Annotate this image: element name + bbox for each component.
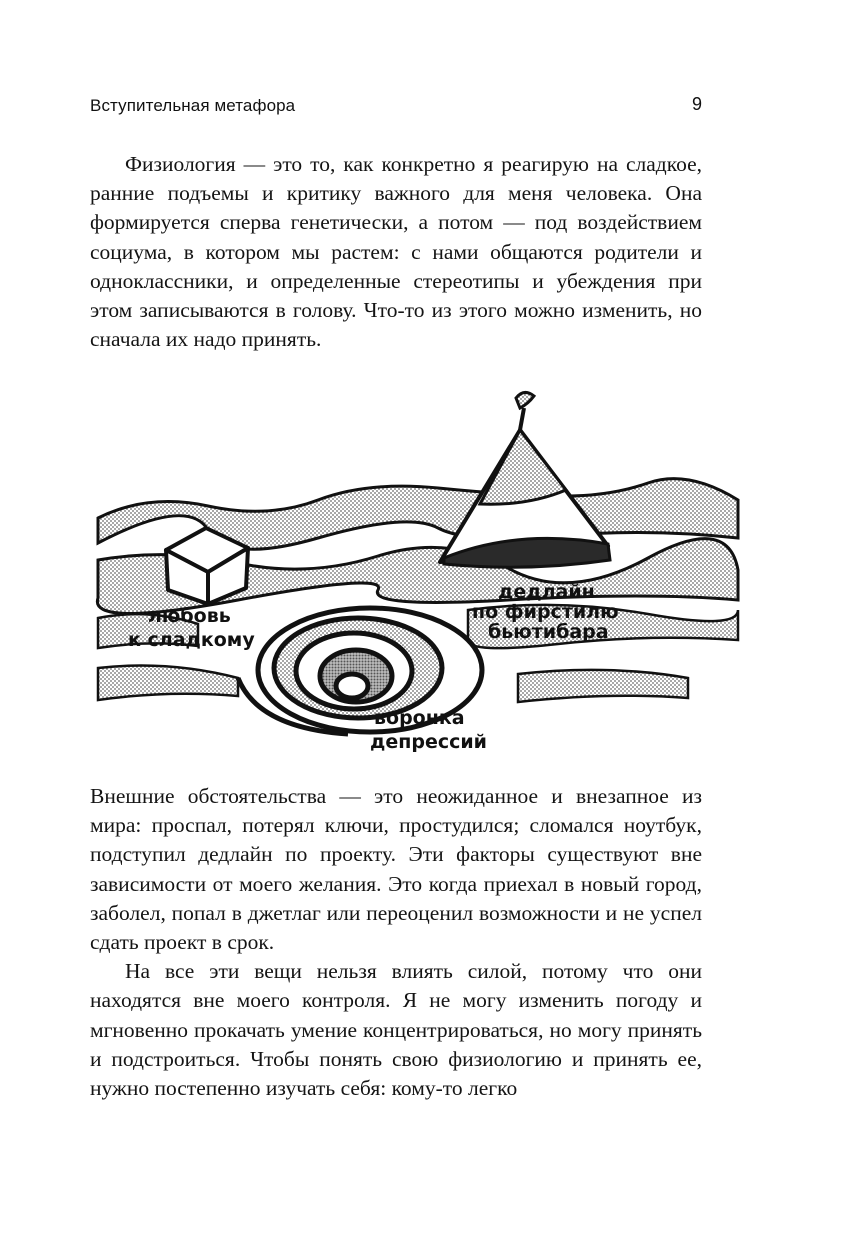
illustration [88, 378, 748, 758]
paragraph: Внешние обстоятельства — это неожиданное и внезапное из мира: проспал, потерял ключи, простудился; сломался ноутбук, подступил дедлайн по проекту. Эти факторы существуют вне зависимости от моего желания. Это когда приехал в новый город, заболел, попал в джетлаг или переоценил возможности и не успел сдать проект в срок. [90, 784, 702, 955]
running-title: Вступительная метафора [90, 96, 296, 115]
illustration-drawing [88, 378, 748, 758]
label-iceberg-line3: бьютибара [488, 621, 609, 643]
iceberg-drawing [440, 392, 610, 567]
label-iceberg-line1: дедлайн [498, 581, 595, 603]
label-cube-line2: к сладкому [128, 629, 255, 651]
body-text-bottom [90, 782, 702, 1103]
label-whirlpool-line2: депрессий [370, 731, 487, 753]
label-whirlpool-line1: воронка [374, 707, 465, 729]
page-number: 9 [691, 94, 702, 114]
paragraph: Физиология — это то, как конкретно я реагирую на сладкое, ранние подъемы и критику важного для меня человека. Она формируется сперва генетически, а потом — под воздействием социума, в котором мы растем: с нами общаются родители и одноклассники, и определенные стереотипы и убеждения при этом записываются в голову. Что-то из этого можно изменить, но сначала их надо принять. [90, 152, 702, 352]
label-cube-line1: любовь [148, 605, 231, 627]
paragraph: На все эти вещи нельзя влиять силой, потому что они находятся вне моего контроля. Я не могу изменить погоду и мгновенно прокачать умение концентрироваться, но могу принять и подстроиться. Чтобы понять свою физиологию и принять ее, нужно постепенно изучать себя: кому-то легко [90, 959, 702, 1101]
body-text-top [90, 150, 702, 354]
label-iceberg-line2: по фирстилю [472, 601, 619, 623]
